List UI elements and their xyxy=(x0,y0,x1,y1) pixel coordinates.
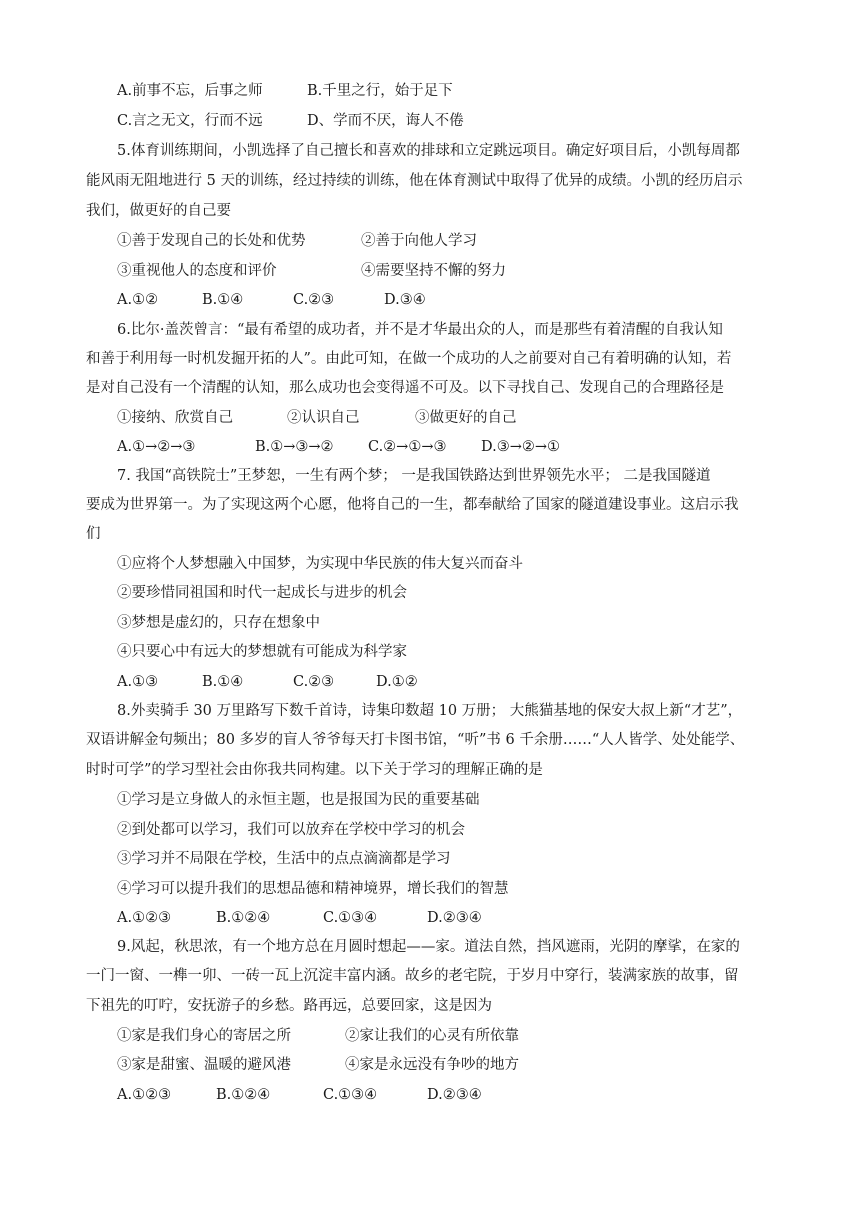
q7-option-a: A.①③ xyxy=(117,674,159,690)
q8-option-b: B.①②④ xyxy=(216,910,271,926)
q5-option-a: A.①② xyxy=(117,292,159,308)
q8-statement-4: ④学习可以提升我们的思想品德和精神境界，增长我们的智慧 xyxy=(117,881,509,897)
q9-stem-line-3: 下祖先的叮咛，安抚游子的乡愁。路再远，总要回家，这是因为 xyxy=(86,998,492,1014)
q8-stem-line-3: 时时可学”的学习型社会由你我共同构建。以下关于学习的理解正确的是 xyxy=(86,762,543,778)
option-b: B.千里之行，始于足下 xyxy=(307,83,453,99)
q7-statement-3: ③梦想是虚幻的，只存在想象中 xyxy=(117,615,320,631)
q7-option-b: B.①④ xyxy=(202,674,244,690)
q6-stem-line-2: 和善于利用每一时机发掘开拓的人”。由此可知，在做一个成功的人之前要对自己有着明确的认知，若 xyxy=(86,351,732,367)
q5-stem-line-3: 我们，做更好的自己要 xyxy=(86,203,231,219)
q9-statement-1: ①家是我们身心的寄居之所 xyxy=(117,1028,291,1044)
q6-stem-line-3: 是对自己没有一个清醒的认知，那么成功也会变得遥不可及。以下寻找自己、发现自己的合理路径是 xyxy=(86,380,724,396)
q7-statement-1: ①应将个人梦想融入中国梦，为实现中华民族的伟大复兴而奋斗 xyxy=(117,556,523,572)
q5-stem-line-1: 5.体育训练期间，小凯选择了自己擅长和喜欢的排球和立定跳远项目。确定好项目后，小凯每周都 xyxy=(117,143,740,159)
q6-option-a: A.①→②→③ xyxy=(117,439,196,455)
q5-option-b: B.①④ xyxy=(202,292,244,308)
q9-option-b: B.①②④ xyxy=(216,1087,271,1103)
q8-stem-line-2: 双语讲解金句频出；80 多岁的盲人爷爷每天打卡图书馆，“听”书 6 千余册……“人人皆学、处处能学、 xyxy=(86,732,745,748)
q7-statement-4: ④只要心中有远大的梦想就有可能成为科学家 xyxy=(117,644,407,660)
q6-stem-line-1: 6.比尔·盖茨曾言：“最有希望的成功者，并不是才华最出众的人，而是那些有着清醒的自我认知 xyxy=(117,322,723,338)
option-d: D、学而不厌，诲人不倦 xyxy=(307,113,464,129)
q5-statement-2: ②善于向他人学习 xyxy=(361,233,477,249)
q7-stem-line-3: 们 xyxy=(86,526,101,542)
q9-stem-line-1: 9.风起，秋思浓，有一个地方总在月圆时想起——家。道法自然，挡风遮雨，光阴的摩挲，在家的 xyxy=(117,939,740,955)
q7-option-d: D.①② xyxy=(376,674,418,690)
q7-option-c: C.②③ xyxy=(293,674,335,690)
q5-option-d: D.③④ xyxy=(384,292,426,308)
q9-stem-line-2: 一门一窗、一榫一卯、一砖一瓦上沉淀丰富内涵。故乡的老宅院，于岁月中穿行，装满家族的故事，留 xyxy=(86,968,739,984)
q5-statement-4: ④需要坚持不懈的努力 xyxy=(361,263,506,279)
q5-statement-3: ③重视他人的态度和评价 xyxy=(117,263,277,279)
q6-statement-3: ③做更好的自己 xyxy=(415,410,517,426)
q7-statement-2: ②要珍惜同祖国和时代一起成长与进步的机会 xyxy=(117,585,407,601)
q5-option-c: C.②③ xyxy=(293,292,335,308)
q6-option-c: C.②→①→③ xyxy=(368,439,447,455)
q6-statement-2: ②认识自己 xyxy=(287,410,360,426)
q9-statement-2: ②家让我们的心灵有所依靠 xyxy=(345,1028,519,1044)
q8-statement-3: ③学习并不局限在学校，生活中的点点滴滴都是学习 xyxy=(117,851,451,867)
q8-statement-2: ②到处都可以学习，我们可以放弃在学校中学习的机会 xyxy=(117,822,465,838)
q6-statement-1: ①接纳、欣赏自己 xyxy=(117,410,233,426)
q7-stem-line-1: 7. 我国“高铁院士”王梦恕，一生有两个梦； 一是我国铁路达到世界领先水平； 二是我国隧道 xyxy=(117,468,711,484)
q9-statement-4: ④家是永远没有争吵的地方 xyxy=(345,1057,519,1073)
q9-option-c: C.①③④ xyxy=(323,1087,378,1103)
q5-statement-1: ①善于发现自己的长处和优势 xyxy=(117,233,306,249)
q8-statement-1: ①学习是立身做人的永恒主题，也是报国为民的重要基础 xyxy=(117,792,480,808)
q9-option-a: A.①②③ xyxy=(117,1087,172,1103)
q8-option-d: D.②③④ xyxy=(427,910,482,926)
q8-stem-line-1: 8.外卖骑手 30 万里路写下数千首诗，诗集印数超 10 万册； 大熊猫基地的保安大叔上新“才艺”， xyxy=(117,703,743,719)
q7-stem-line-2: 要成为世界第一。为了实现这两个心愿，他将自己的一生，都奉献给了国家的隧道建设事业。这启示我 xyxy=(86,497,739,513)
q6-option-d: D.③→②→① xyxy=(481,439,561,455)
q6-option-b: B.①→③→② xyxy=(255,439,334,455)
option-a: A.前事不忘，后事之师 xyxy=(117,83,263,99)
q9-statement-3: ③家是甜蜜、温暖的避风港 xyxy=(117,1057,291,1073)
q8-option-a: A.①②③ xyxy=(117,910,172,926)
q9-option-d: D.②③④ xyxy=(427,1087,482,1103)
option-c: C.言之无文，行而不远 xyxy=(117,113,263,129)
q5-stem-line-2: 能风雨无阻地进行 5 天的训练，经过持续的训练，他在体育测试中取得了优异的成绩。小凯的经历启示 xyxy=(86,173,743,189)
q8-option-c: C.①③④ xyxy=(323,910,378,926)
